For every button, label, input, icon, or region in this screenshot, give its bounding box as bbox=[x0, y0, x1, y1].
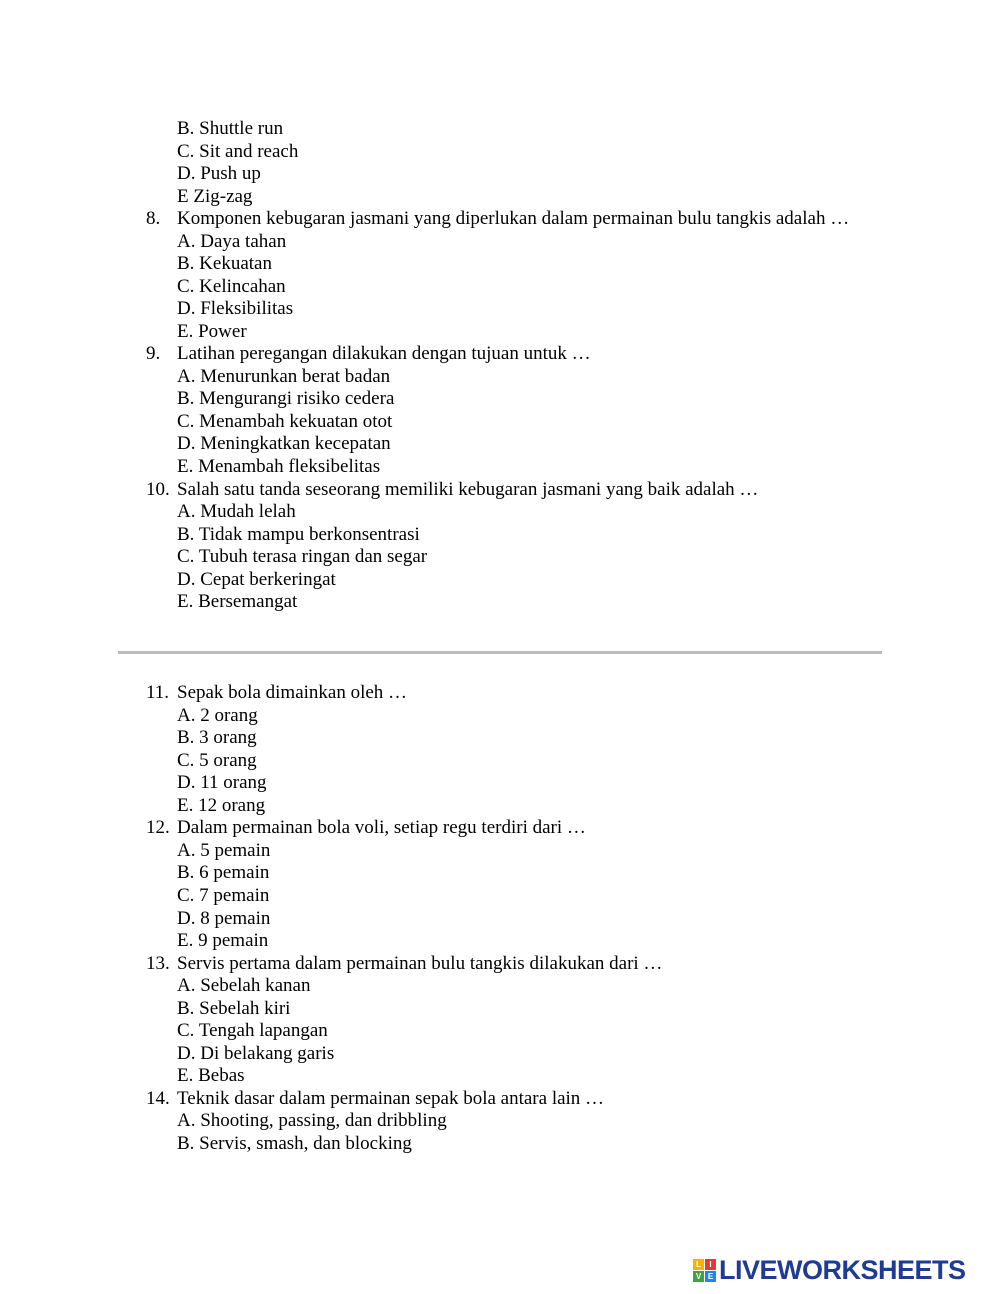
option-10d: D. Cepat berkeringat bbox=[177, 569, 336, 590]
option-13d: D. Di belakang garis bbox=[177, 1043, 335, 1064]
question-10 bbox=[146, 479, 758, 501]
question-text: Dalam permainan bola voli, setiap regu terdiri dari … bbox=[177, 817, 586, 838]
option-13e: E. Bebas bbox=[177, 1065, 245, 1086]
option-12d: D. 8 pemain bbox=[177, 908, 271, 929]
option-11e: E. 12 orang bbox=[177, 795, 266, 816]
option-11d: D. 11 orang bbox=[177, 772, 267, 793]
option-8b: B. Kekuatan bbox=[177, 253, 272, 274]
option-7d: D. Push up bbox=[177, 163, 261, 184]
question-number: 14. bbox=[146, 1088, 170, 1109]
question-11 bbox=[146, 682, 407, 704]
option-10e: E. Bersemangat bbox=[177, 591, 298, 612]
option-13b: B. Sebelah kiri bbox=[177, 998, 291, 1019]
page-separator bbox=[118, 651, 882, 654]
question-14 bbox=[146, 1088, 604, 1110]
logo-tile: V bbox=[693, 1271, 704, 1282]
option-11a: A. 2 orang bbox=[177, 705, 258, 726]
option-12a: A. 5 pemain bbox=[177, 840, 271, 861]
question-number: 13. bbox=[146, 953, 170, 974]
question-number: 11. bbox=[146, 682, 170, 703]
option-11b: B. 3 orang bbox=[177, 727, 257, 748]
option-8d: D. Fleksibilitas bbox=[177, 298, 294, 319]
option-13a: A. Sebelah kanan bbox=[177, 975, 311, 996]
question-text: Latihan peregangan dilakukan dengan tujuan untuk … bbox=[177, 343, 591, 364]
option-12b: B. 6 pemain bbox=[177, 862, 270, 883]
option-7b: B. Shuttle run bbox=[177, 118, 284, 139]
option-12e: E. 9 pemain bbox=[177, 930, 269, 951]
option-10c: C. Tubuh terasa ringan dan segar bbox=[177, 546, 428, 567]
liveworksheets-logo-icon bbox=[693, 1259, 716, 1282]
question-8 bbox=[146, 208, 849, 230]
option-11c: C. 5 orang bbox=[177, 750, 257, 771]
option-7c: C. Sit and reach bbox=[177, 141, 299, 162]
option-8a: A. Daya tahan bbox=[177, 231, 287, 252]
option-8e: E. Power bbox=[177, 321, 247, 342]
option-13c: C. Tengah lapangan bbox=[177, 1020, 328, 1041]
question-number: 8. bbox=[146, 208, 161, 229]
option-9a: A. Menurunkan berat badan bbox=[177, 366, 391, 387]
option-9b: B. Mengurangi risiko cedera bbox=[177, 388, 395, 409]
option-10a: A. Mudah lelah bbox=[177, 501, 296, 522]
question-text: Salah satu tanda seseorang memiliki kebugaran jasmani yang baik adalah … bbox=[177, 479, 759, 500]
option-10b: B. Tidak mampu berkonsentrasi bbox=[177, 524, 420, 545]
logo-tile: L bbox=[693, 1259, 704, 1270]
question-text: Teknik dasar dalam permainan sepak bola antara lain … bbox=[177, 1088, 605, 1109]
question-13 bbox=[146, 953, 662, 975]
liveworksheets-logo bbox=[693, 1255, 966, 1285]
question-text: Komponen kebugaran jasmani yang diperlukan dalam permainan bulu tangkis adalah … bbox=[177, 208, 850, 229]
option-9e: E. Menambah fleksibelitas bbox=[177, 456, 381, 477]
logo-tile: I bbox=[705, 1259, 716, 1270]
question-text: Servis pertama dalam permainan bulu tangkis dilakukan dari … bbox=[177, 953, 663, 974]
question-9 bbox=[146, 343, 591, 365]
option-7e: E Zig-zag bbox=[177, 186, 253, 207]
option-14b: B. Servis, smash, dan blocking bbox=[177, 1133, 412, 1154]
option-12c: C. 7 pemain bbox=[177, 885, 270, 906]
question-12 bbox=[146, 817, 586, 839]
question-number: 10. bbox=[146, 479, 170, 500]
logo-tile: E bbox=[705, 1271, 716, 1282]
option-14a: A. Shooting, passing, dan dribbling bbox=[177, 1110, 447, 1131]
option-9d: D. Meningkatkan kecepatan bbox=[177, 433, 391, 454]
question-number: 12. bbox=[146, 817, 170, 838]
option-9c: C. Menambah kekuatan otot bbox=[177, 411, 393, 432]
liveworksheets-logo-text: LIVEWORKSHEETS bbox=[719, 1254, 966, 1285]
question-text: Sepak bola dimainkan oleh … bbox=[177, 682, 408, 703]
option-8c: C. Kelincahan bbox=[177, 276, 286, 297]
question-number: 9. bbox=[146, 343, 161, 364]
